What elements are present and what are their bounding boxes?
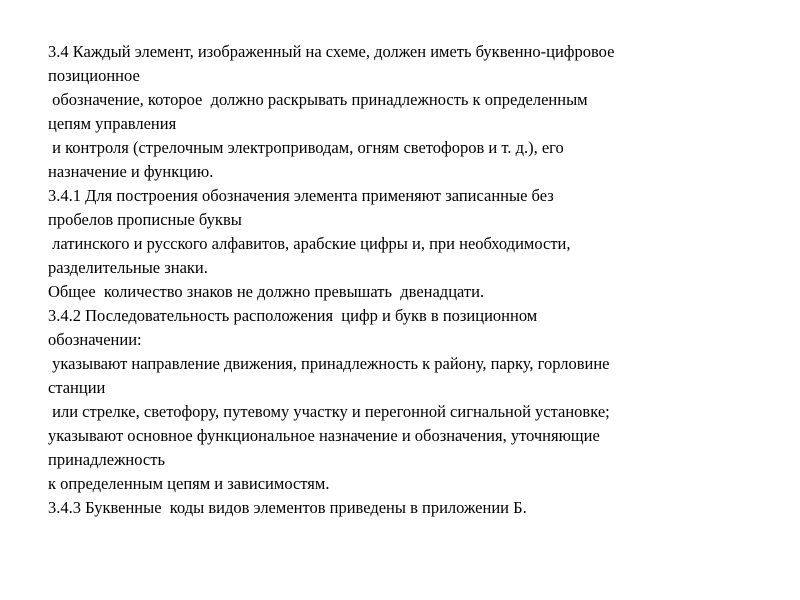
text-line: латинского и русского алфавитов, арабские цифры и, при необходимости, xyxy=(48,234,571,253)
text-line: принадлежность xyxy=(48,450,165,469)
text-line: 3.4.2 Последовательность расположения цифр и букв в позиционном xyxy=(48,306,538,325)
text-line: Общее количество знаков не должно превышать двенадцати. xyxy=(48,282,485,301)
document-text xyxy=(48,40,748,520)
text-line: указывают направление движения, принадлежность к району, парку, горловине xyxy=(48,354,610,373)
text-line: 3.4 Каждый элемент, изображенный на схеме, должен иметь буквенно-цифровое xyxy=(48,42,615,61)
text-line: станции xyxy=(48,378,106,397)
text-line: обозначение, которое должно раскрывать принадлежность к определенным xyxy=(48,90,588,109)
text-line: цепям управления xyxy=(48,114,177,133)
text-line: пробелов прописные буквы xyxy=(48,210,242,229)
text-line: 3.4.3 Буквенные коды видов элементов приведены в приложении Б. xyxy=(48,498,527,517)
text-line: разделительные знаки. xyxy=(48,258,208,277)
text-line: 3.4.1 Для построения обозначения элемента применяют записанные без xyxy=(48,186,554,205)
text-line: указывают основное функциональное назначение и обозначения, уточняющие xyxy=(48,426,600,445)
text-line: позиционное xyxy=(48,66,140,85)
text-line: обозначении: xyxy=(48,330,142,349)
text-line: назначение и функцию. xyxy=(48,162,214,181)
text-line: и контроля (стрелочным электроприводам, огням светофоров и т. д.), его xyxy=(48,138,564,157)
text-line: к определенным цепям и зависимостям. xyxy=(48,474,330,493)
text-line: или стрелке, светофору, путевому участку и перегонной сигнальной установке; xyxy=(48,402,610,421)
